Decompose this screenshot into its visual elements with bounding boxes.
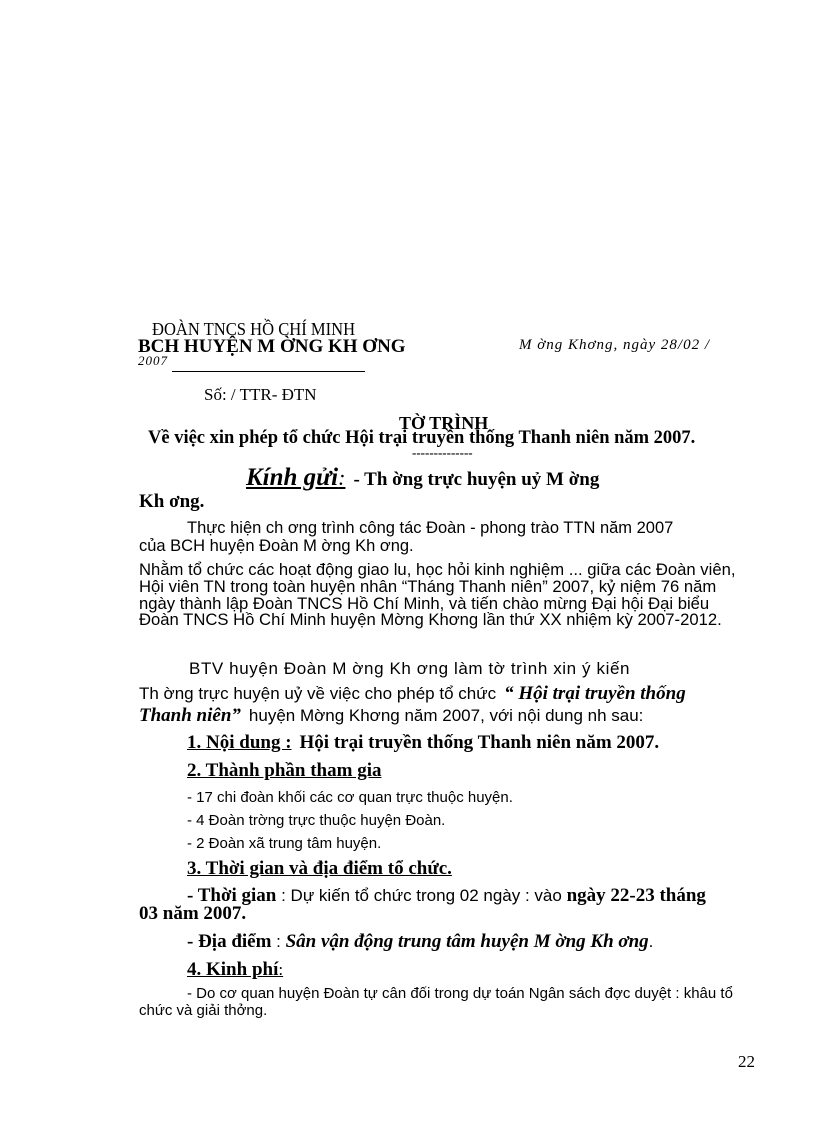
section-3-time-text: : Dự kiến tổ chức trong 02 ngày : vào [276, 886, 567, 905]
section-1 [187, 733, 659, 752]
event-name-part2: Thanh niên” [139, 705, 241, 726]
addressee-label: Kính gửi [246, 464, 339, 491]
section-3-place-colon: : [271, 932, 286, 951]
body-para1-line1: Thực hiện ch ơng trình công tác Đoàn - phong trào TTN năm 2007 [187, 518, 674, 537]
section-4-text: - Do cơ quan huyện Đoàn tự cân đối trong dự toán Ngân sách đợc duyệt : khâu tổ chức và giải thởng. [139, 985, 733, 1019]
header-underline [172, 371, 365, 372]
place-date: M ờng Khơng, ngày 28/02 / [519, 337, 711, 353]
document-subtitle: Về việc xin phép tổ chức Hội trại truyền thống Thanh niên năm 2007. [148, 428, 696, 448]
section-1-label: 1. Nội dung : [187, 732, 292, 753]
section-3-place-text: Sân vận động trung tâm huyện M ờng Kh ơng [285, 931, 649, 952]
body-para2: Nhằm tổ chức các hoạt động giao lu, học hỏi kinh nghiệm ... giữa các Đoàn viên, Hội viên TN trong toàn huyện nhân “Tháng Thanh niên” 2007, kỷ niệm 76 năm ngày thành lập Đoàn TNCS Hồ Chí Minh, và tiến chào mừng Đại hội Đại biểu Đoàn TNCS Hồ Chí Minh huyện Mờng Khơng lần thứ XX nhiệm kỳ 2007-2012. [139, 560, 736, 630]
date-year: 2007 [138, 353, 168, 368]
document-number: Số: / TTR- ĐTN [204, 385, 317, 404]
section-3-time-date: ngày 22-23 tháng [566, 885, 706, 906]
section-3-time-label: - Thời gian [187, 885, 277, 906]
section-3-place-end: . [648, 932, 654, 951]
section-3-label: 3. Thời gian và địa điểm tổ chức. [187, 858, 452, 879]
event-name-part1: “ Hội trại truyền thống [504, 683, 686, 704]
body-para1-line2: của BCH huyện Đoàn M ờng Kh ơng. [139, 536, 414, 555]
body-para3-line3-text: huyện Mờng Khơng năm 2007, với nội dung nh sau: [248, 706, 644, 725]
section-3-time [187, 886, 706, 905]
section-2-item-2: - 4 Đoàn trờng trực thuộc huyện Đoàn. [187, 812, 446, 829]
section-4-colon: : [278, 960, 284, 979]
section-1-text: Hội trại truyền thống Thanh niên năm 2007. [299, 732, 660, 753]
body-para3-line3 [139, 706, 643, 725]
addressee-recipient-cont: Kh ơng. [139, 491, 205, 512]
title-separator: -------------- [412, 445, 473, 460]
org-unit: BCH HUYỆN M ỜNG KH ƠNG [138, 336, 406, 357]
page-number: 22 [738, 1052, 755, 1071]
body-para3-line1: BTV huyện Đoàn M ờng Kh ơng làm tờ trình xin ý kiến [189, 659, 631, 678]
addressee-recipient: - Th ờng trực huyện uỷ M ờng [353, 469, 600, 490]
section-3-time-cont: 03 năm 2007. [139, 903, 247, 924]
section-4 [187, 960, 283, 979]
document-title: TỜ TRÌNH [399, 413, 489, 433]
section-3-place [187, 932, 653, 951]
org-name: ĐOÀN TNCS HỒ CHÍ MINH [152, 319, 356, 339]
section-2-label: 2. Thành phần tham gia [187, 760, 382, 781]
section-2-item-3: - 2 Đoàn xã trung tâm huyện. [187, 835, 382, 852]
body-para3-line2-text: Th ờng trực huyện uỷ về việc cho phép tổ chức [139, 684, 497, 703]
section-4-label: 4. Kinh phí [187, 959, 279, 980]
body-para3-line2 [139, 684, 686, 703]
addressee-line [246, 465, 599, 490]
section-2-item-1: - 17 chi đoàn khối các cơ quan trực thuộc huyện. [187, 789, 513, 806]
section-3-place-label: - Địa điểm [187, 931, 272, 952]
addressee-colon: : [338, 465, 346, 490]
